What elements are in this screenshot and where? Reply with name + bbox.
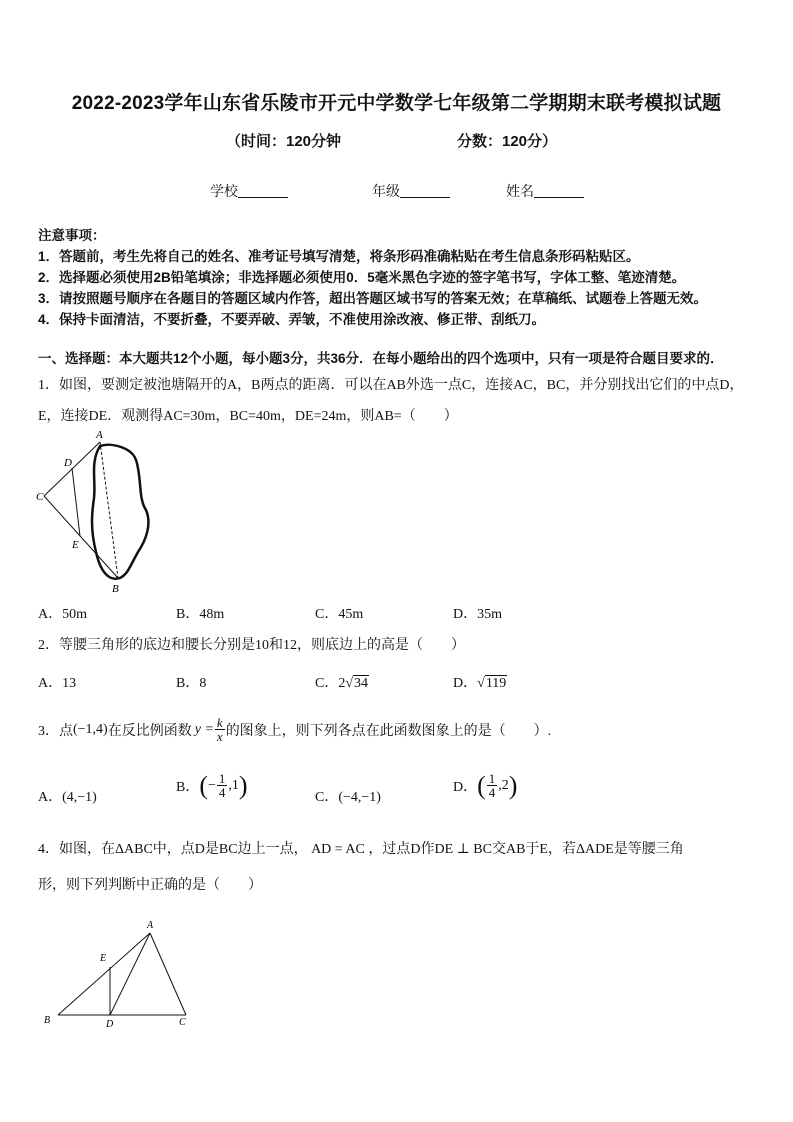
label-a: A bbox=[147, 920, 154, 931]
q3-mid: 在反比例函数 bbox=[107, 723, 192, 739]
grade-field bbox=[372, 181, 450, 201]
label-c: C bbox=[36, 491, 44, 503]
page-title: 2022-2023学年山东省乐陵市开元中学数学七年级第二学期期末联考模拟试题 bbox=[71, 93, 722, 114]
label-b: B bbox=[44, 1015, 51, 1026]
q2-option-a[interactable]: A．13 bbox=[38, 676, 77, 691]
school-label: 学校 bbox=[210, 185, 238, 200]
q1-option-d[interactable]: D．35m bbox=[453, 607, 502, 622]
q4-triangle-figure bbox=[40, 915, 200, 1030]
q3-point: (−1,4) bbox=[73, 721, 108, 737]
q1-text-line2: E，连接DE．观测得AC=30m，BC=40m，DE=24m，则AB=（ ） bbox=[38, 409, 458, 424]
note-item: 4．保持卡面清洁，不要折叠，不要弄破、弄皱，不准使用涂改液、修正带、刮纸刀。 bbox=[38, 312, 546, 327]
q2-option-d-prefix: D． bbox=[453, 676, 478, 691]
ad-line bbox=[110, 933, 150, 1015]
label-e: E bbox=[72, 539, 79, 551]
q2-option-c-prefix: C．2 bbox=[315, 676, 346, 691]
q3-option-d[interactable]: D． ( $\frac{1}{4}$ ,2 ) bbox=[453, 770, 518, 800]
school-field bbox=[210, 181, 288, 201]
q2-option-d-radicand: 119 bbox=[485, 676, 507, 691]
de-line bbox=[72, 468, 80, 536]
name-label: 姓名 bbox=[506, 185, 534, 200]
ba-line bbox=[58, 933, 150, 1015]
q3-option-c[interactable]: C．(−4,−1) bbox=[315, 790, 381, 805]
q3-func-fraction: $\frac{k}{x}$ bbox=[216, 715, 223, 744]
name-field bbox=[506, 181, 584, 201]
q1-text-line1: 1．如图，要测定被池塘隔开的A，B两点的距离．可以在AB外选一点C，连接AC，BC，并分别找出它们的中点D， bbox=[38, 378, 744, 393]
cb-line bbox=[44, 496, 118, 578]
q3-option-a[interactable]: A．(4,−1) bbox=[38, 790, 97, 805]
q1-option-a[interactable]: A．50m bbox=[38, 607, 87, 622]
q3-text bbox=[38, 716, 551, 743]
q3-prefix: 3．点 bbox=[38, 723, 73, 739]
school-blank[interactable] bbox=[238, 183, 288, 198]
q3-suffix: 的图象上，则下列各点在此函数图象上的是（ ）. bbox=[225, 723, 552, 739]
label-b: B bbox=[112, 583, 119, 595]
grade-label: 年级 bbox=[372, 185, 400, 200]
label-e: E bbox=[100, 953, 107, 964]
q2-option-b[interactable]: B．8 bbox=[176, 676, 207, 691]
section-heading: 一、选择题：本大题共12个小题，每小题3分，共36分．在每小题给出的四个选项中，只有一项是符合题目要求的． bbox=[38, 351, 724, 366]
notes-heading: 注意事项： bbox=[38, 228, 106, 243]
label-a: A bbox=[96, 429, 103, 441]
q1-option-c[interactable]: C．45m bbox=[315, 607, 364, 622]
q3-func-lhs: y = bbox=[194, 721, 214, 737]
q3-option-d-fraction: $\frac{1}{4}$ bbox=[488, 771, 496, 800]
q4-text-line1: 4．如图，在ΔABC中，点D是BC边上一点， AD = AC ，过点D作DE ⊥ BC交AB于E，若ΔADE是等腰三角 bbox=[38, 842, 684, 857]
q1-option-b[interactable]: B．48m bbox=[176, 607, 225, 622]
grade-blank[interactable] bbox=[400, 183, 450, 198]
time-label: （时间：120分钟 bbox=[226, 133, 342, 150]
note-item: 2．选择题必须使用2B铅笔填涂；非选择题必须使用0．5毫米黑色字迹的签字笔书写，字体工整、笔迹清楚。 bbox=[38, 270, 686, 285]
q1-pond-figure bbox=[34, 428, 154, 598]
ac-line bbox=[150, 933, 186, 1015]
q2-text: 2．等腰三角形的底边和腰长分别是10和12，则底边上的高是（ ） bbox=[38, 638, 465, 653]
q2-option-c-radicand: 34 bbox=[354, 676, 369, 691]
q2-option-c[interactable]: C．2√34 bbox=[315, 676, 369, 691]
q4-text-line2: 形，则下列判断中正确的是（ ） bbox=[38, 878, 262, 893]
ab-dashed-line bbox=[100, 442, 118, 578]
score-label: 分数：120分） bbox=[457, 133, 558, 150]
note-item: 1．答题前，考生先将自己的姓名、准考证号填写清楚，将条形码准确粘贴在考生信息条形码粘贴区。 bbox=[38, 249, 640, 264]
q3-option-b[interactable]: B． ( − $\frac{1}{4}$ ,1 ) bbox=[176, 770, 248, 800]
q2-option-d[interactable]: D．√119 bbox=[453, 676, 507, 691]
label-c: C bbox=[179, 1017, 186, 1028]
label-d: D bbox=[106, 1019, 114, 1030]
note-item: 3．请按照题号顺序在各题目的答题区域内作答，超出答题区域书写的答案无效；在草稿纸、试题卷上答题无效。 bbox=[38, 291, 708, 306]
label-d: D bbox=[64, 457, 72, 469]
name-blank[interactable] bbox=[534, 183, 584, 198]
q3-option-b-fraction: $\frac{1}{4}$ bbox=[218, 771, 226, 800]
